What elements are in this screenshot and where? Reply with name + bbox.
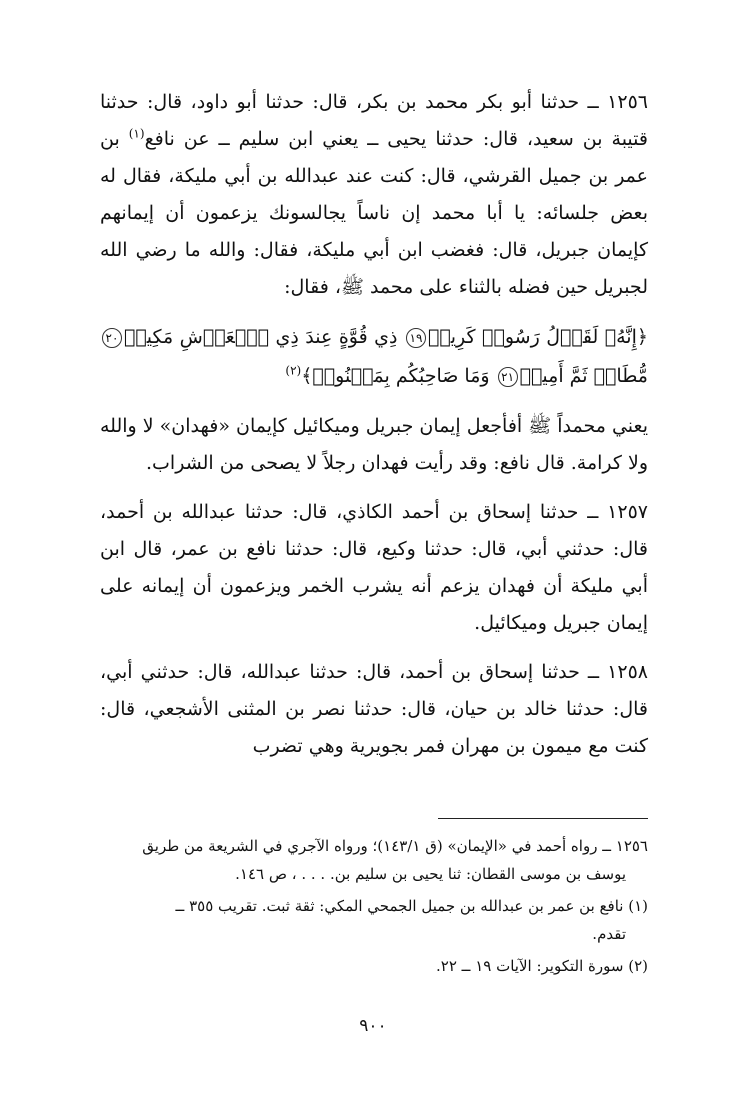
verse-number-20: ٢٠: [102, 328, 122, 348]
footnote-1: [100, 892, 648, 948]
quran-open-bracket: ﴿: [636, 326, 648, 348]
footnote-ref-1: (١): [128, 126, 145, 141]
quran-verses: [100, 318, 648, 396]
paragraph-1256: [100, 84, 648, 306]
paragraph-1258: ١٢٥٨ ــ حدثنا إسحاق بن أحمد، قال: حدثنا عبدالله، قال: حدثني أبي، قال: حدثنا خالد بن حيان، قال: حدثنا نصر بن المثنى الأشجعي، قال: كنت مع ميمون بن مهران فمر بجويرية وهي تضرب: [100, 661, 648, 757]
footnote-1256-line1: ١٢٥٦ ــ رواه أحمد في «الإيمان» (ق ١٤٣/١)؛ ورواه الآجري في الشريعة من طريق: [142, 837, 648, 855]
quran-verse-19: إِنَّهُۥ لَقَوۡلُ رَسُولٖ كَرِيمٖ: [427, 326, 637, 348]
verse-number-21: ٢١: [498, 367, 518, 387]
page-number: ٩٠٠: [359, 1016, 387, 1036]
paragraph-1256-part2: بن عمر بن جميل القرشي، قال: كنت عند عبدالله بن أبي مليكة، فقال له بعض جلسائه: يا أبا محمد إن ناساً يجالسونك يزعمون أن إيمانهم كإيمان جبريل، قال: فغضب ابن أبي مليكة، فقال: والله ما رضي الله لجبريل حين فضله بالثناء على محمد ﷺ، فقال:: [100, 128, 648, 298]
quran-verse-22: وَمَا صَاحِبُكُم بِمَجۡنُونٖ: [312, 365, 490, 387]
paragraph-commentary: يعني محمداً ﷺ أفأجعل إيمان جبريل وميكائيل كإيمان «فهدان» لا والله ولا كرامة. قال نافع: وقد رأيت فهدان رجلاً لا يصحى من الشراب.: [100, 415, 648, 474]
paragraph-1257: ١٢٥٧ ــ حدثنا إسحاق بن أحمد الكاذي، قال: حدثنا عبدالله بن أحمد، قال: حدثني أبي، قال: حدثنا وكيع، قال: حدثنا نافع بن عمر، قال ابن أبي مليكة أن فهدان يزعم أنه يشرب الخمر ويزعمون أن إيمانه على إيمان جبريل وميكائيل.: [100, 501, 648, 634]
paragraph-1256-part1: ١٢٥٦ ــ حدثنا أبو بكر محمد بن بكر، قال: حدثنا أبو داود، قال: حدثنا قتيبة بن سعيد، قال: حدثنا يحيى ــ يعني ابن سليم ــ عن نافع: [100, 91, 648, 150]
footnote-1256-line2: يوسف بن موسى القطان: ثنا يحيى بن سليم بن. . . . ، ص ١٤٦.: [235, 865, 626, 883]
footnotes: [100, 832, 648, 984]
footnote-ref-2: (٢): [285, 363, 302, 378]
footnote-divider: [438, 818, 648, 819]
footnote-1-line2: تقدم.: [592, 925, 626, 943]
quran-verse-20: ذِي قُوَّةٍ عِندَ ذِي ٱلۡعَرۡشِ مَكِينٖ: [124, 326, 398, 348]
quran-close-bracket: ﴾: [301, 365, 313, 387]
footnote-1-line1: (١) نافع بن عمر بن عبدالله بن جميل الجمحي المكي: ثقة ثبت. تقريب ٣٥٥ ــ: [175, 897, 648, 915]
main-text: [100, 84, 648, 777]
footnote-2: [100, 952, 648, 980]
verse-number-19: ١٩: [406, 328, 426, 348]
footnote-2-line1: (٢) سورة التكوير: الآيات ١٩ ــ ٢٢.: [435, 957, 648, 975]
quran-verse-21: مُّطَاعٖ ثَمَّ أَمِينٖ: [519, 365, 648, 387]
footnote-1256: [100, 832, 648, 888]
